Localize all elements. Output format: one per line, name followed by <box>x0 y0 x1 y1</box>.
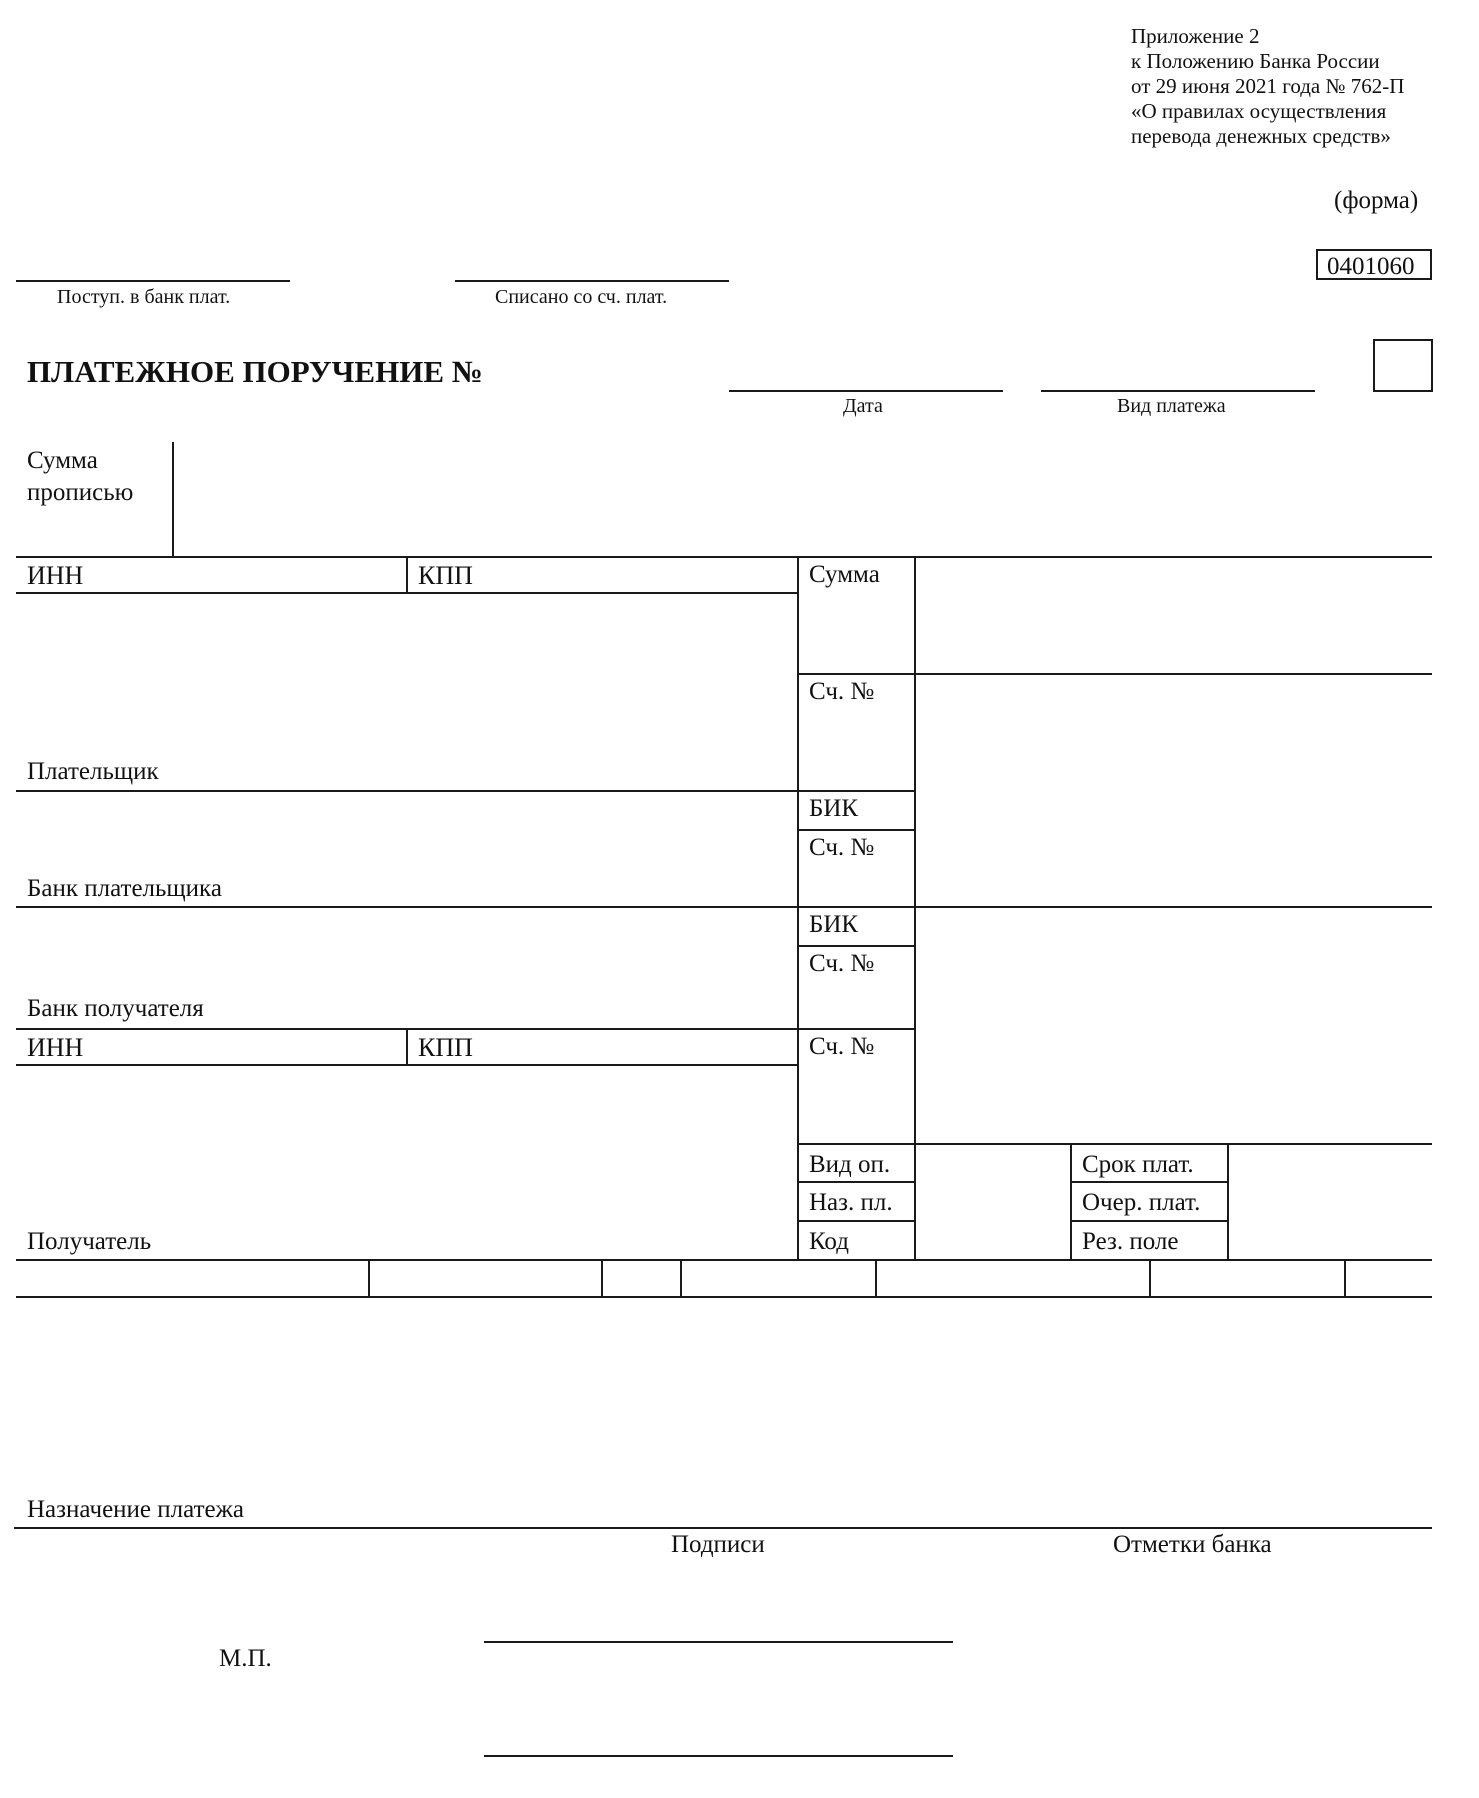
amount-words-label-2: прописью <box>27 479 134 506</box>
payer-kpp-label: КПП <box>418 561 473 590</box>
stamp-label: М.П. <box>219 1645 272 1672</box>
line-codes-row1 <box>798 1181 914 1183</box>
status-box[interactable] <box>1373 339 1433 392</box>
form-code-box <box>1316 249 1432 280</box>
line-payer-bottom <box>16 790 914 792</box>
amount-words-label-1: Сумма <box>27 447 98 474</box>
payment-order-label: Очер. плат. <box>1082 1189 1201 1216</box>
account-label-3: Сч. № <box>809 950 875 977</box>
payer-inn-label: ИНН <box>27 561 84 590</box>
divider-left-column <box>797 556 799 1260</box>
payment-type-label: Вид платежа <box>1117 395 1226 417</box>
appendix-line: перевода денежных средств» <box>1131 124 1391 148</box>
bank-marks-label: Отметки банка <box>1113 1531 1272 1558</box>
form-label: (форма) <box>1334 187 1419 214</box>
received-date-line <box>16 280 290 282</box>
field-divider-1 <box>368 1259 370 1297</box>
divider-codes-left <box>1070 1143 1072 1260</box>
bik-label-1: БИК <box>809 795 859 822</box>
reserve-field-label: Рез. поле <box>1082 1228 1179 1255</box>
divider-codes-right <box>1227 1143 1229 1260</box>
payee-inn-label: ИНН <box>27 1033 84 1062</box>
date-line <box>729 390 1003 392</box>
line-sum-bottom <box>798 673 1432 675</box>
line-bik1-bottom <box>798 829 914 831</box>
payment-purpose-label: Назначение платежа <box>27 1496 244 1523</box>
field-divider-4 <box>875 1259 877 1297</box>
account-label-4: Сч. № <box>809 1033 875 1060</box>
page-title: ПЛАТЕЖНОЕ ПОРУЧЕНИЕ № <box>27 354 483 389</box>
code-label: Код <box>809 1228 849 1255</box>
line-payee-bank-bottom <box>16 1028 914 1030</box>
line-payee-bottom <box>16 1259 1432 1261</box>
field-divider-2 <box>601 1259 603 1297</box>
payer-bank-label: Банк плательщика <box>27 875 222 902</box>
line-payer-bank-bottom <box>16 906 1432 908</box>
payee-bank-label: Банк получателя <box>27 995 204 1022</box>
operation-type-label: Вид оп. <box>809 1151 891 1178</box>
line-codes-row1-right <box>1070 1181 1227 1183</box>
appendix-note <box>1131 24 1404 149</box>
appendix-line: Приложение 2 <box>1131 24 1260 48</box>
signatures-label: Подписи <box>671 1531 765 1558</box>
form-code: 0401060 <box>1327 253 1415 280</box>
appendix-line: «О правилах осуществления <box>1131 99 1387 123</box>
field-divider-3 <box>680 1259 682 1297</box>
payee-kpp-label: КПП <box>418 1033 473 1062</box>
payee-label: Получатель <box>27 1228 152 1255</box>
line-top-main <box>16 556 1432 558</box>
payment-type-line <box>1041 390 1315 392</box>
divider-middle-column <box>914 556 916 1260</box>
debited-date-line <box>455 280 729 282</box>
divider-inn-kpp-payee <box>406 1028 408 1065</box>
line-bik2-bottom <box>798 945 914 947</box>
line-codes-top <box>798 1143 1432 1145</box>
account-label-1: Сч. № <box>809 678 875 705</box>
received-label: Поступ. в банк плат. <box>57 286 231 308</box>
date-label: Дата <box>843 395 883 417</box>
payer-label: Плательщик <box>27 758 159 785</box>
account-label-2: Сч. № <box>809 834 875 861</box>
line-purpose-bottom <box>14 1527 1432 1529</box>
debited-label: Списано со сч. плат. <box>495 286 668 308</box>
payment-term-label: Срок плат. <box>1082 1151 1194 1178</box>
bik-label-2: БИК <box>809 911 859 938</box>
appendix-line: от 29 июня 2021 года № 762-П <box>1131 74 1405 98</box>
line-codes-row2 <box>798 1220 914 1222</box>
line-codes-row2-right <box>1070 1220 1227 1222</box>
field-divider-6 <box>1344 1259 1346 1297</box>
field-divider-5 <box>1149 1259 1151 1297</box>
payment-purpose-code-label: Наз. пл. <box>809 1189 893 1216</box>
sum-label: Сумма <box>809 561 880 588</box>
signature-line-2 <box>484 1755 953 1757</box>
line-fields-bottom <box>16 1296 1432 1298</box>
signature-line-1 <box>484 1641 953 1643</box>
appendix-line: к Положению Банка России <box>1131 49 1380 73</box>
divider-inn-kpp-payer <box>406 556 408 593</box>
amount-words-divider <box>172 442 174 557</box>
